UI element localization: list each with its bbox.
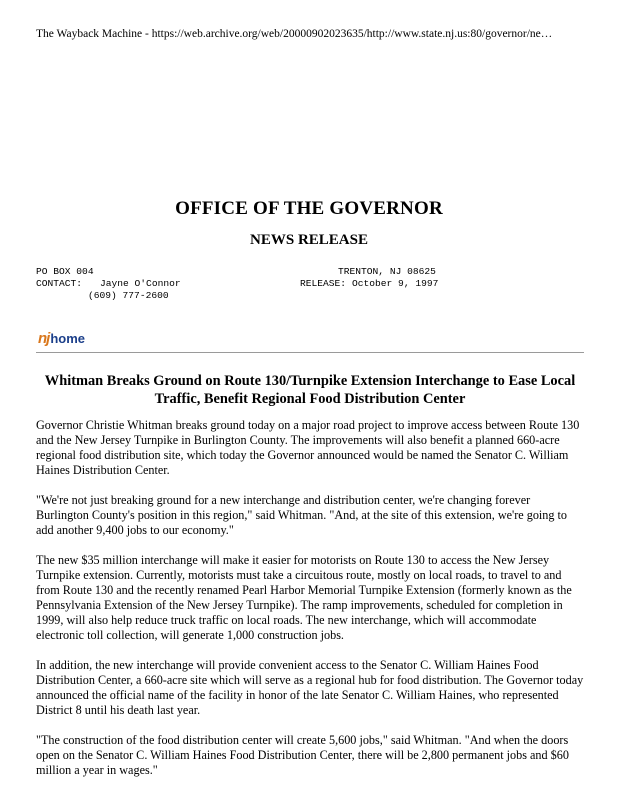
article-paragraph: "The construction of the food distribution center will create 5,600 jobs," said Whitman. "And when the doors open on the Senator C. William Haines Food Distribution Center, there will be 2,800 permanent jobs and $60 million a year in wages."	[36, 733, 569, 777]
contact-label: CONTACT:	[36, 278, 83, 289]
article-paragraph: In addition, the new interchange will provide convenient access to the Senator C. William Haines Food Distribution Center, a 660-acre site which will serve as a regional hub for food distribution. The Governor today announced the official name of the facility in honor of the late Senator C. William Haines, who represented District 8 until his death last year.	[36, 658, 584, 717]
article-paragraph: "We're not just breaking ground for a new interchange and distribution center, we're changing forever Burlington County's position in this region," said Whitman. "And, at the site of this extension, we're going to add another 9,400 jobs to our economy."	[36, 493, 568, 537]
release-date: October 9, 1997	[352, 278, 439, 289]
article-body	[36, 418, 586, 793]
news-release-label: NEWS RELEASE	[250, 232, 368, 248]
po-box: PO BOX 004	[36, 266, 94, 277]
home-logo-text: home	[50, 331, 86, 346]
article-paragraph: Governor Christie Whitman breaks ground today on a major road project to improve access between Route 130 and the New Jersey Turnpike in Burlington County. The improvements will also benefit a planned 660-acre regional food distribution site, which today the Governor announced would be named the Senator C. William Haines Distribution Center.	[36, 418, 580, 477]
nj-logo-mark: nj	[38, 330, 50, 347]
contact-phone: (609) 777-2600	[88, 290, 169, 301]
wayback-title: The Wayback Machine - https://web.archive.org/web/20000902023635/http://www.state.nj.us:80/governor/ne…	[36, 28, 553, 40]
horizontal-divider	[36, 352, 584, 353]
release-label: RELEASE:	[300, 278, 347, 289]
nj-home-link[interactable]	[38, 330, 85, 348]
contact-name: Jayne O'Connor	[100, 278, 181, 289]
office-title: OFFICE OF THE GOVERNOR	[175, 198, 443, 219]
city-address: TRENTON, NJ 08625	[338, 266, 436, 277]
article-paragraph: The new $35 million interchange will make it easier for motorists on Route 130 to access the New Jersey Turnpike extension. Currently, motorists must take a circuitous route, mostly on local roads, to travel to and from Route 130 and the recently renamed Pearl Harbor Memorial Turnpike Extension (formerly known as the Pennsylvania Extension of the New Jersey Turnpike). The ramp improvements, scheduled for completion in 1999, will also help reduce truck traffic on local roads. The new interchange, which will accommodate electronic toll collection, will generate 1,000 construction jobs.	[36, 553, 572, 642]
article-headline: Whitman Breaks Ground on Route 130/Turnpike Extension Interchange to Ease Local Traffic, Benefit Regional Food Distribution Center	[44, 373, 576, 407]
